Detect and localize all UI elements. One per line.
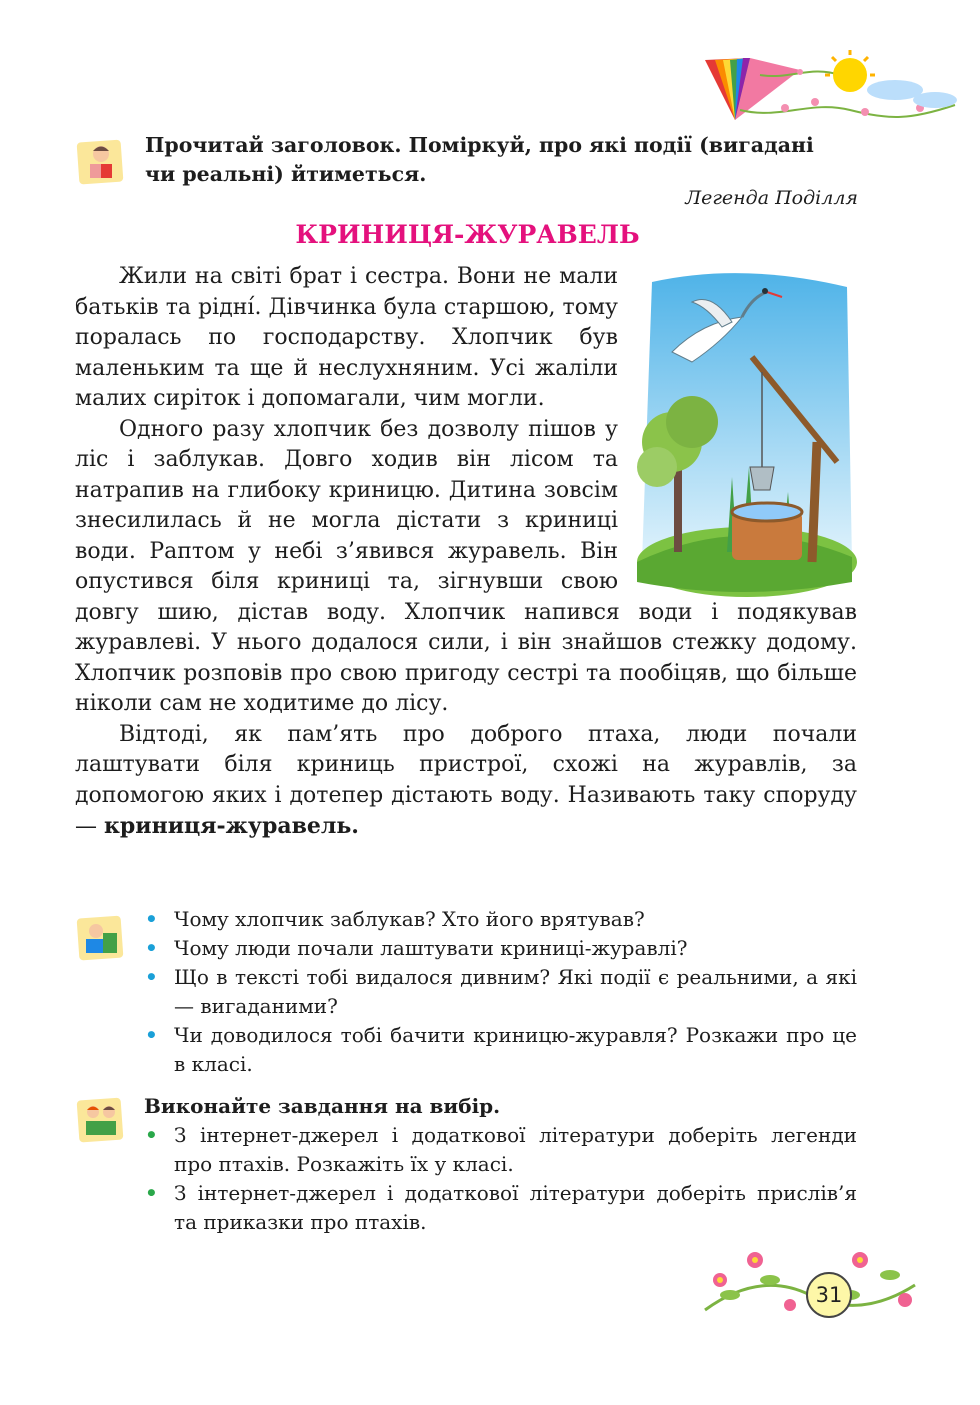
reading-children-icon (76, 1095, 126, 1145)
story-title: КРИНИЦЯ-ЖУРАВЕЛЬ (295, 220, 640, 249)
story-paragraph-2: Одного разу хлопчик без дозволу пішов у ліс і заблукав. Довго ходив він лісом та натрапив на глибоку криницю. Дитина зовсім знесилилась й не могла дістати з криниці води. Раптом у небі з’явився журавель. Він опустився біля криниці та, зігнувши свою довгу шию, дістав воду. Хлопчик напився води і подякував журавлеві. У нього додалося сили, і він знайшов стежку додому. Хлопчик розповів про свою пригоду сестрі та пообіцяв, що більше ніколи сам не ходитиме до лісу. (75, 416, 857, 716)
task-item: • З інтернет-джерел і додаткової літератури доберіть прислів’я та приказки про птахів. (145, 1181, 857, 1234)
question-text: Чи доводилося тобі бачити криницю-журавля? Розкажи про це в класі. (174, 1023, 857, 1076)
question-item: • Чому люди почали лаштувати криниці-журавлі? (145, 936, 688, 960)
story-paragraph-3-text: Відтоді, як пам’ять про доброго птаха, люди почали лаштувати біля криниць пристрої, схожі на журавлів, за допомогою яких і дотепер дістають воду. Називають таку споруду — (75, 721, 857, 839)
question-item: • Чи доводилося тобі бачити криницю-журавля? Розкажи про це в класі. (145, 1023, 857, 1076)
intro-instruction: Прочитай заголовок. Поміркуй, про які події (вигадані чи реальні) йтиметься. (145, 133, 814, 186)
tasks-heading: Виконайте завдання на вибір. (144, 1094, 501, 1118)
crane-well-illustration (632, 262, 857, 597)
story-paragraph-1: Жили на світі брат і сестра. Вони не мали батьків та рідні́. Дівчинка була старшою, тому поралась по господарству. Хлопчик був маленьким та ще й неслухняним. Усі жаліли малих сиріток і допомагали, чим могли. (75, 264, 618, 411)
page-number: 31 (806, 1272, 852, 1318)
task-item: • З інтернет-джерел і додаткової літератури доберіть легенди про птахів. Розкажіть їх у класі. (145, 1123, 857, 1176)
question-item: • Що в тексті тобі видалося дивним? Які події є реальними, а які — вигаданими? (145, 965, 857, 1018)
question-text: Чому хлопчик заблукав? Хто його врятував? (174, 907, 645, 931)
legend-source: Легенда Поділля (685, 187, 858, 209)
question-text: Чому люди почали лаштувати криниці-журавлі? (174, 936, 688, 960)
sun-icon (825, 50, 875, 92)
task-text: З інтернет-джерел і додаткової літератури доберіть прислів’я та приказки про птахів. (174, 1181, 857, 1234)
story-paragraph-3 (75, 720, 857, 843)
reading-boy-icon (76, 137, 126, 187)
story-keyword: криниця-журавель. (104, 813, 359, 839)
questions-list (140, 905, 857, 1079)
question-text: Що в тексті тобі видалося дивним? Які події є реальними, а які — вигаданими? (174, 965, 857, 1018)
questions-icon (76, 913, 126, 963)
tasks-block (140, 1092, 857, 1237)
header-decoration (690, 50, 960, 130)
question-item: • Чому хлопчик заблукав? Хто його врятував? (145, 907, 645, 931)
task-text: З інтернет-джерел і додаткової літератури доберіть легенди про птахів. Розкажіть їх у класі. (174, 1123, 857, 1176)
story-text (75, 262, 857, 843)
